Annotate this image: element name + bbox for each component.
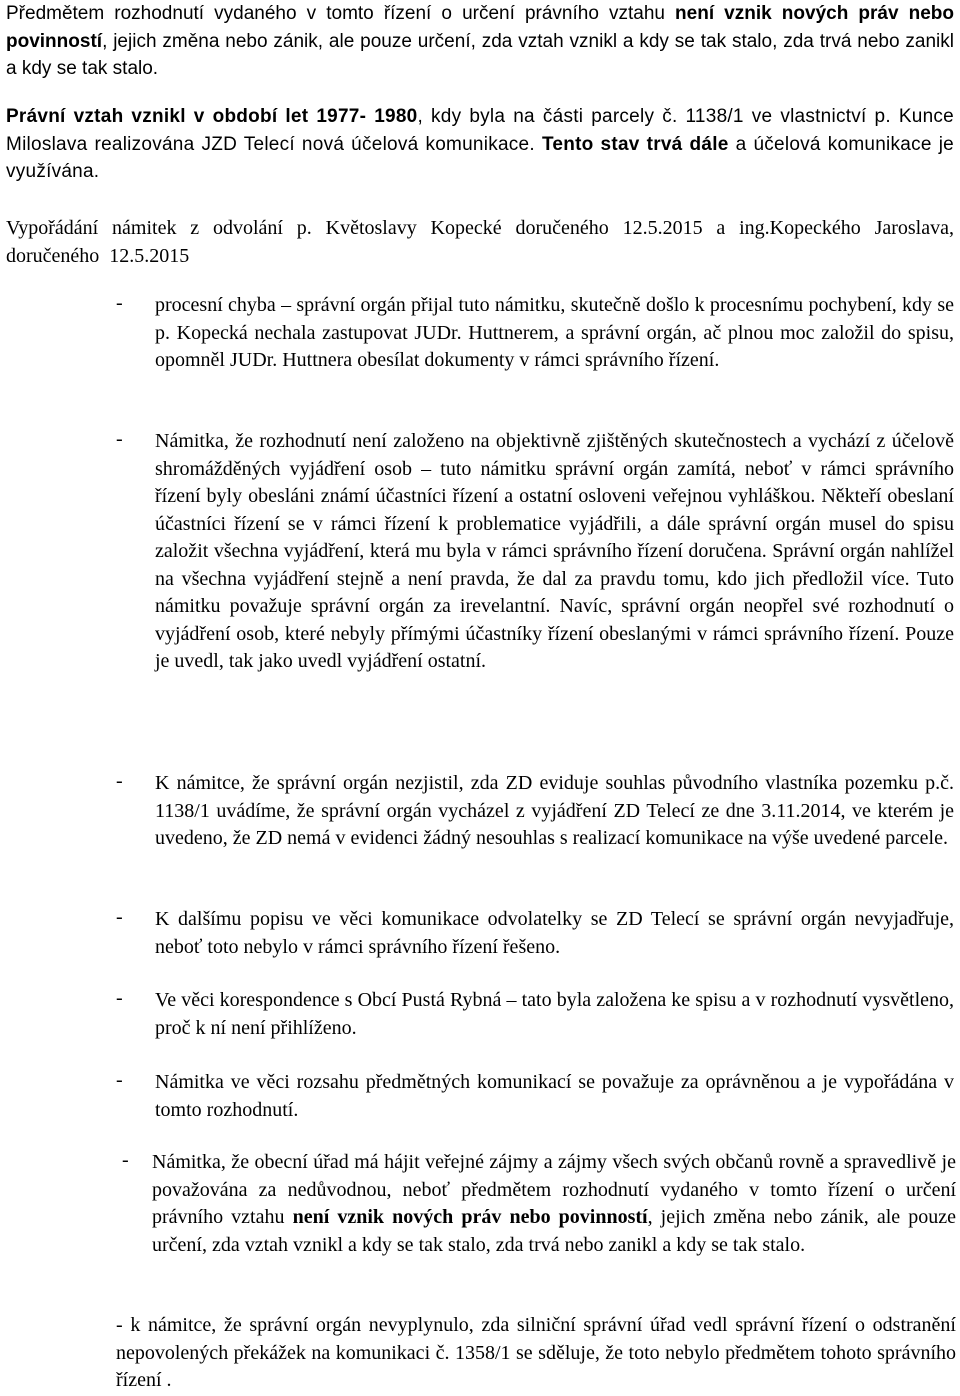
intro-p2-text-d: a účelová komunikace je využívána. xyxy=(6,133,954,182)
bullet-text: procesní chyba – správní orgán přijal tuto námitku, skutečně došlo k procesnímu pochybení, kdy se p. Kopecká nechala zastupovat JUDr. Huttnerem, a správní orgán, ač plnou moc založil do spisu, opomněl JUDr. Huttnera obesílat dokumenty v rámci správního řízení. xyxy=(155,294,954,371)
bullet-public-interest xyxy=(6,1149,957,1259)
bullet-scope xyxy=(6,1069,954,1124)
intro-p2-bold-c: Tento stav trvá dále xyxy=(541,133,729,155)
bullet-further-description xyxy=(6,906,954,961)
bullet-dash: - xyxy=(116,428,123,450)
intro-p1-text-a: Předmětem rozhodnutí vydaného v tomto řízení o určení právního vztahu xyxy=(6,3,676,24)
bullet-text xyxy=(152,1149,956,1259)
intro-p2-bold-a: Právní vztah vznikl v období let 1977- 1980 xyxy=(6,106,418,127)
objections-heading: Vypořádání námitek z odvolání p. Květoslavy Kopecké doručeného 12.5.2015 a ing.Kopeckého Jaroslava, doručeného 12.5.2015 xyxy=(6,217,954,267)
bullet-objective-facts xyxy=(6,428,954,676)
intro-paragraph-2 xyxy=(6,103,954,186)
bullet-text: Ve věci korespondence s Obcí Pustá Rybná – tato byla založena ke spisu a v rozhodnutí vysvětleno, proč k ní není přihlíženo. xyxy=(155,989,954,1039)
bullet-owner-consent xyxy=(6,770,954,853)
bullet-text: Námitka ve věci rozsahu předmětných komunikací se považuje za oprávněnou a je vypořádána v tomto rozhodnutí. xyxy=(155,1071,954,1121)
bullet-text: Námitka, že rozhodnutí není založeno na objektivně zjištěných skutečnostech a vychází z účelově shromážděných vyjádření osob – tuto námitku správní orgán zamítá, neboť v rámci správního řízení byly obesláni známí účastníci řízení a ostatní osloveni veřejnou vyhláškou. Někteří obeslaní účastníci řízení se v rámci řízení k problematice vyjádřili, a dále správní orgán musel do spisu založit všechna vyjádření, která mu byla v rámci správního řízení doručena. Správní orgán nahlížel na všechna vyjádření stejně a není pravda, že dal za pravdu tomu, kdo jich předložil více. Tuto námitku považuje správní orgán za irevelantní. Navíc, správní orgán neopřel své rozhodnutí o vyjádření osob, které nebyly přímými účastníky řízení obeslanými v rámci správního řízení. Pouze je uvedl, tak jako uvedl vyjádření ostatní. xyxy=(155,430,954,672)
intro-p2-text-b: , kdy byla na části parcely č. 1138/1 ve vlastnictví p. Kunce Miloslava realizována JZD Telecí nová účelová komunikace. xyxy=(6,106,954,155)
intro-paragraph-1 xyxy=(6,0,954,83)
bullet-b7-text-a: Námitka, že obecní úřad má hájit veřejné zájmy a zájmy všech svých občanů rovně a spravedlivě je považována za nedůvodnou, neboť předmětem rozhodnutí vydaného v tomto řízení o určení právního vztahu xyxy=(152,1151,956,1228)
bullet-road-authority xyxy=(6,1312,954,1395)
bullet-text: K dalšímu popisu ve věci komunikace odvolatelky se ZD Telecí se správní orgán nevyjadřuje, neboť toto nebylo v rámci správního řízení řešeno. xyxy=(155,908,954,958)
intro-p1-bold: není vznik nových práv nebo povinností xyxy=(6,3,954,52)
bullet-dash: - xyxy=(116,987,123,1009)
bullet-text: - k námitce, že správní orgán nevyplynulo, zda silniční správní úřad vedl správní řízení o odstranění nepovolených překážek na komunikaci č. 1358/1 se sděluje, že toto nebylo předmětem tohoto správního řízení . xyxy=(116,1314,956,1391)
intro-p1-text-c: , jejich změna nebo zánik, ale pouze určení, zda vztah vznikl a kdy se tak stalo, zda trvá nebo zanikl a kdy se tak stalo. xyxy=(6,30,954,79)
bullet-text: K námitce, že správní orgán nezjistil, zda ZD eviduje souhlas původního vlastníka pozemku p.č. 1138/1 uvádíme, že správní orgán vycházel z vyjádření ZD Telecí ze dne 3.11.2014, ve kterém je uvedeno, že ZD nemá v evidenci žádný nesouhlas s realizací komunikace na výše uvedené parcele. xyxy=(155,772,954,849)
bullet-dash: - xyxy=(122,1149,129,1171)
bullet-dash: - xyxy=(116,906,123,928)
bullet-correspondence xyxy=(6,987,954,1042)
bullet-procedural-error xyxy=(6,292,954,375)
bullet-dash: - xyxy=(116,770,123,792)
bullet-b7-text-c: , jejich změna nebo zánik, ale pouze určení, zda vztah vznikl a kdy se tak stalo, zda trvá nebo zanikl a kdy se tak stalo. xyxy=(152,1206,957,1256)
bullet-b7-bold: není vznik nových práv nebo povinností xyxy=(292,1206,648,1228)
bullet-dash: - xyxy=(116,1069,123,1091)
bullet-dash: - xyxy=(116,292,123,314)
